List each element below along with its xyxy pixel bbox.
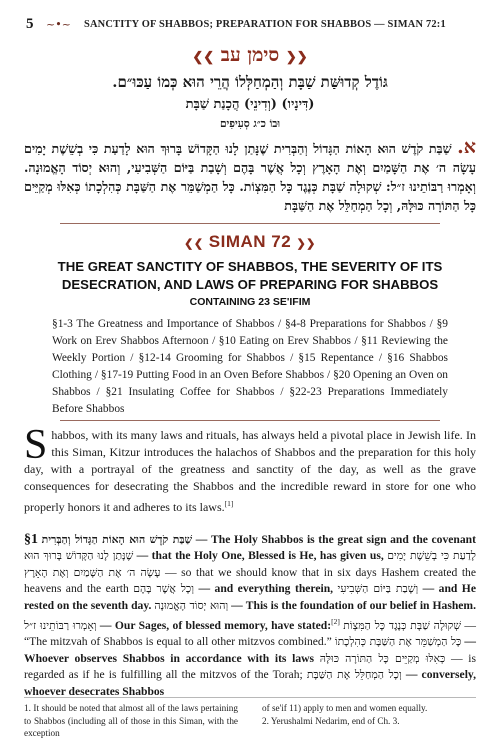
hebrew-phrase: כָּל הַמְשַׁמֵּר אֶת הַשַּׁבָּת כְּהִלְכָתוֹ	[334, 635, 462, 649]
footnote-ref-1: [1]	[224, 499, 234, 508]
running-header	[26, 16, 474, 36]
hebrew-paragraph-letter: א.	[457, 136, 476, 158]
hebrew-phrase: שַׁבַּת קֹדֶשׁ הוּא הָאוֹת הַגָּדוֹל וְהַבְּרִית	[41, 533, 193, 546]
footnote-1-continued: of se'if 11) apply to men and women equally.	[262, 703, 428, 713]
hebrew-phrase: לָדַעַת כִּי בְשֵׁשֶׁת יָמִים עָשָׂה ה׳ אֶת הַשָּׁמַיִם וְאֶת הָאָרֶץ	[24, 549, 476, 579]
hebrew-phrase: שֶׁנָּתַן לָנוּ הַקָּדוֹשׁ בָּרוּךְ הוּא	[24, 549, 134, 563]
english-phrase: — and everything therein,	[198, 582, 334, 596]
hebrew-title-line: גּוֹדֶל קְדוּשַּׁת שַׁבָּת וְהַמְחַלְּלוֹ הֲרֵי הוּא כְּמוֹ עַכּוּ״ם.	[112, 73, 388, 91]
ornament-right-icon: ❯❯	[296, 238, 316, 250]
hebrew-siman-text: סימן עב	[220, 44, 280, 66]
ornament-right-icon: ❯❯	[192, 50, 215, 65]
english-phrase: — that the Holy One, Blessed is He, has given us,	[136, 549, 384, 563]
hebrew-phrase: וְהוּא יְסוֹד הָאֱמוּנָה	[154, 598, 229, 612]
footnote-column-right	[262, 702, 476, 727]
hebrew-siman-title	[0, 44, 500, 67]
section-summary: §1-3 The Greatness and Importance of Shabbos / §4-8 Preparations for Shabbos / §9 Work on Erev Shabbos Afternoon / §10 Eating on Erev Shabbos / §11 Reviewing the Weekly Portion / §12-14 Grooming for Shabbos / §15 Repentance / §16 Shabbos Clothing / §17-19 Putting Food in an Oven Before Shabbos / §20 Opening an Oven on Shabbos / §21 Insulating Coffee for Shabbos / §22-23 Preparations Immediately Before Shabbos	[52, 318, 448, 415]
hebrew-phrase: שְׁקוּלָה שַׁבָּת כְּנֶגֶד כָּל הַמִּצְוֹת	[343, 618, 462, 632]
ornament-icon: ~•~	[46, 18, 71, 31]
english-phrase: — so that we should know that in six days Hashem created the heavens and the earth	[24, 565, 476, 596]
section-mark: §1	[24, 532, 38, 547]
section-1	[24, 532, 476, 700]
footnote-1: 1. It should be noted that almost all of the laws pertaining to Shabbos (including all of those in this Siman, with the exception	[24, 703, 238, 738]
hebrew-subtitle-line: (דִּינָיו) (וְדִינֵי) הֲכָנַת שַׁבָּת	[185, 97, 315, 112]
page-number: 5	[26, 16, 34, 32]
english-phrase: — Whoever observes Shabbos in accordance with its laws	[24, 635, 476, 665]
footnote-divider	[24, 697, 476, 698]
introduction-text: habbos, with its many laws and rituals, has always held a pivotal place in Jewish life. In this Siman, Kitzur introduces the halachos of Shabbos and the preparation for this holy day, with a portrayal of the greatness and sanctity of the day, as well as the grave consequences for desecrating the Shabbos and the incredible reward in store for one who properly honors it and adheres to its laws.	[24, 428, 476, 514]
hebrew-paragraph-text: שַׁבַּת קֹדֶשׁ הוּא הָאוֹת הַגָּדוֹל וְהַבְּרִית שֶׁנָּתַן לָנוּ הַקָּדוֹשׁ בָּרוּךְ הוּא לָדַעַת כִּי בְשֵׁשֶׁת יָמִים עָשָׂה ה׳ אֶת הַשָּׁמַיִם וְאֶת הָאָרֶץ וְכָל אֲשֶׁר בָּהֶם וְשָׁבַת בַּיּוֹם הַשְּׁבִיעִי, וְהוּא יְסוֹד הָאֱמוּנָה. וְאָמְרוּ רַבּוֹתֵינוּ ז״ל: שְׁקוּלָה שַׁבָּת כְּנֶגֶד כָּל הַמִּצְוֹת. כָּל הַמְשַׁמֵּר אֶת הַשַּׁבָּת כְּהִלְכָתוֹ כְּאִלּוּ מְקַיֵּים כָּל הַתּוֹרָה כּוּלָּהּ, וְכָל הַמְחַלֵּל אֶת הַשַּׁבָּת	[24, 141, 476, 213]
english-phrase: — and He rested on the seventh day.	[24, 582, 476, 612]
english-phrase: — Our Sages, of blessed memory, have stated:	[99, 618, 332, 632]
footnote-2: 2. Yerushalmi Nedarim, end of Ch. 3.	[262, 715, 400, 726]
english-phrase: — The Holy Shabbos is the great sign and the covenant	[195, 533, 476, 546]
footnote-ref-2: [2]	[331, 617, 340, 627]
hebrew-phrase: וְכָל אֲשֶׁר בָּהֶם	[133, 582, 194, 596]
ornament-left-icon: ❮❮	[285, 50, 308, 65]
footnote-column-left	[24, 702, 238, 740]
english-siman-label: SIMAN 72	[208, 232, 292, 251]
ornament-left-icon: ❮❮	[184, 238, 204, 250]
drop-cap: S	[24, 422, 48, 468]
english-heading-line-1: THE GREAT SANCTITY OF SHABBOS, THE SEVERITY OF ITS	[57, 259, 443, 274]
english-heading-line-2: DESECRATION, AND LAWS OF PREPARING FOR SHABBOS	[61, 277, 439, 292]
english-phrase: — conversely, whoever desecrates Shabbos	[24, 668, 476, 698]
english-heading	[20, 258, 480, 294]
english-phrase: — This is the foundation of our belief in Hashem.	[231, 598, 476, 612]
english-phrase: — is regarded as if he is fulfilling all the mitzvos of the Torah;	[24, 651, 477, 682]
hebrew-seifim-line: וּבוֹ כ״ג סְעִיפִים	[219, 118, 281, 130]
introduction	[24, 422, 476, 516]
running-title: SANCTITY OF SHABBOS; PREPARATION FOR SHABBOS — SIMAN 72:1	[84, 19, 446, 30]
hebrew-phrase: כְּאִלּוּ מְקַיֵּים כָּל הַתּוֹרָה כּוּלָּהּ	[319, 651, 446, 665]
english-contains-line: CONTAINING 23 SE'IFIM	[189, 296, 311, 308]
hebrew-phrase: וְאָמְרוּ רַבּוֹתֵינוּ ז״ל	[24, 618, 97, 632]
divider-top	[60, 223, 440, 224]
hebrew-paragraph	[24, 138, 476, 215]
hebrew-phrase: וְכָל הַמְחַלֵּל אֶת הַשַּׁבָּת	[306, 668, 402, 682]
divider-middle	[60, 420, 440, 421]
hebrew-phrase: וְשָׁבַת בַּיּוֹם הַשְּׁבִיעִי	[337, 582, 419, 596]
english-phrase: — “The mitzvah of Shabbos is equal to all other mitzvos combined.”	[24, 618, 476, 649]
english-siman-title	[0, 232, 500, 252]
